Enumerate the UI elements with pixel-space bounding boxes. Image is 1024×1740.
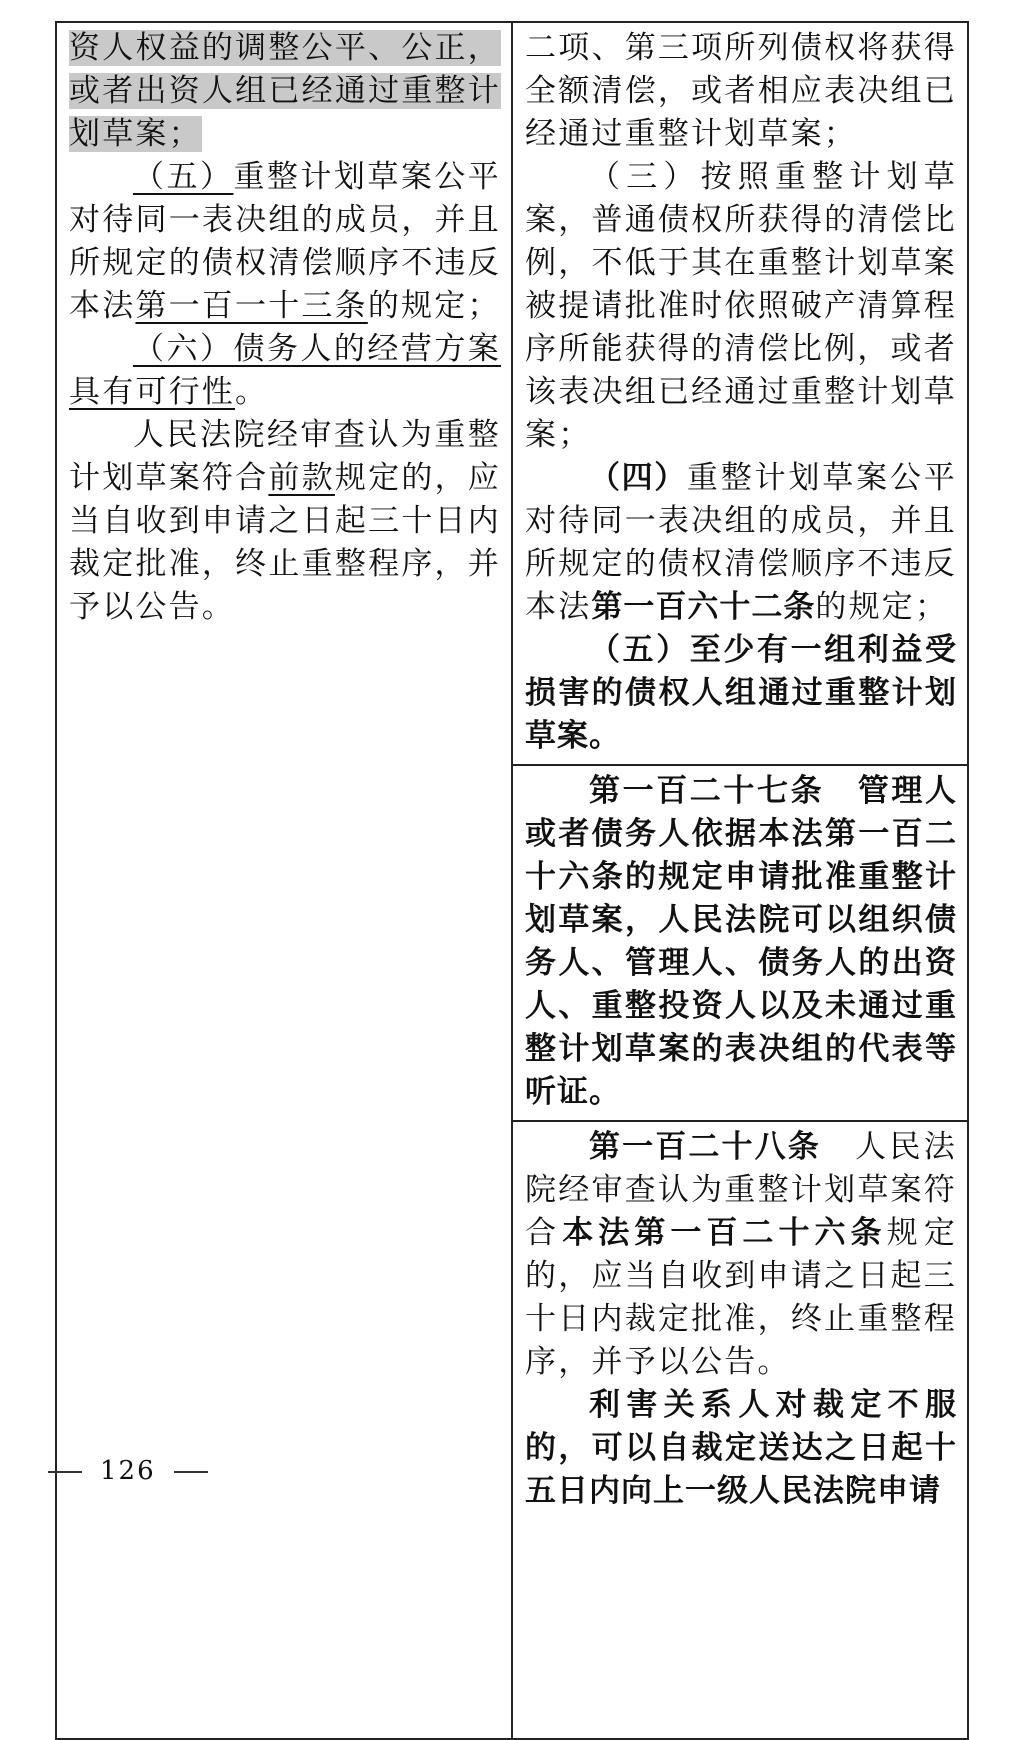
article-127: 第一百二十七条 管理人或者债务人依据本法第一百二十六条的规定申请批准重整计划草案，人民法院可以组织债务人、管理人、债务人的出资人、重整投资人以及未通过重整计划草案的表决组的代表等听证。 (525, 773, 958, 1110)
item-label: （四） (589, 460, 687, 496)
page-footer (30, 1456, 226, 1486)
right-cell-1 (513, 23, 967, 764)
left-paragraph-3: （六）债务人的经营方案具有可行性。 (69, 331, 501, 410)
right-paragraph-2: （三）按照重整计划草案，普通债权所获得的清偿比例，不低于其在重整计划草案被提请批准时依照破产清算程序所能获得的清偿比例，或者该表决组已经通过重整计划草案； (525, 159, 957, 453)
left-paragraph-1 (69, 27, 501, 156)
underlined-text: （六）债务人的经营方案具有可行性 (69, 331, 501, 410)
left-paragraph-4: 人民法院经审查认为重整计划草案符合前款规定的，应当自收到申请之日起三十日内裁定批准，终止重整程序，并予以公告。 (69, 417, 502, 625)
article-reference: 第一百一十三条 (135, 288, 368, 324)
article-reference: 前款 (268, 460, 335, 496)
article-title: 第一百二十七条 (589, 773, 825, 809)
right-paragraph-1: 二项、第三项所列债权将获得全额清偿，或者相应表决组已经通过重整计划草案； (525, 30, 957, 152)
left-paragraph-2: （五）重整计划草案公平对待同一表决组的成员，并且所规定的债权清偿顺序不违反本法第一百一十三条的规定； (69, 159, 501, 324)
page-number: 126 (100, 1456, 156, 1486)
article-reference: 本法第一百二十六条 (562, 1215, 887, 1251)
footer-dash-left (48, 1471, 82, 1473)
footer-dash-right (174, 1471, 208, 1473)
article-128-paragraph-2: 利害关系人对裁定不服的，可以自裁定送达之日起十五日内向上一级人民法院申请 (525, 1387, 957, 1509)
article-reference: 第一百六十二条 (591, 589, 816, 625)
item-label: （五） (133, 159, 234, 195)
right-cell-2 (513, 764, 967, 1120)
right-paragraph-3: （四）重整计划草案公平对待同一表决组的成员，并且所规定的债权清偿顺序不违反本法第一百六十二条的规定； (525, 460, 957, 625)
right-column (513, 23, 967, 1738)
article-title: 第一百二十八条 (589, 1129, 821, 1165)
right-cell-3 (513, 1120, 967, 1519)
article-128: 第一百二十八条 人民法院经审查认为重整计划草案符合本法第一百二十六条规定的，应当自收到申请之日起三十日内裁定批准，终止重整程序，并予以公告。 (525, 1129, 958, 1380)
highlighted-text: 资人权益的调整公平、公正，或者出资人组已经通过重整计划草案； (69, 30, 501, 152)
right-paragraph-4: （五）至少有一组利益受损害的债权人组通过重整计划草案。 (525, 632, 957, 754)
